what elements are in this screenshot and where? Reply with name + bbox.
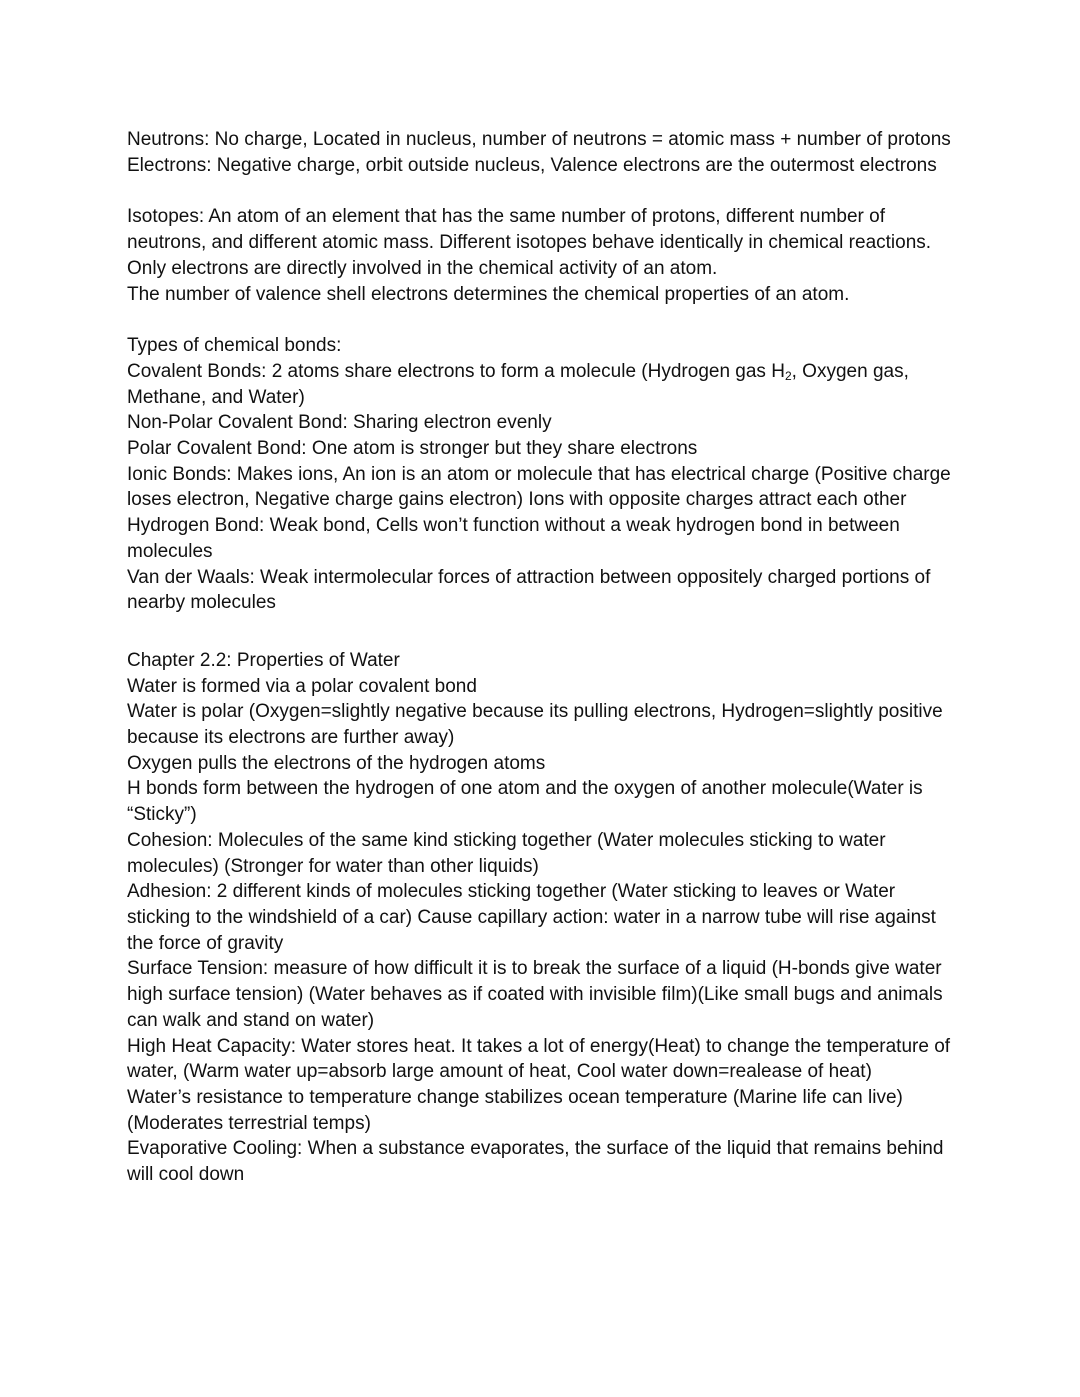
- electrons-paragraph: Electrons: Negative charge, orbit outside nucleus, Valence electrons are the outermost electrons: [127, 154, 937, 176]
- valence-paragraph: The number of valence shell electrons determines the chemical properties of an atom.: [127, 283, 850, 305]
- covalent-text-end: , Oxygen gas, Methane, and Water): [127, 360, 909, 408]
- hydrogen-bond-paragraph: Hydrogen Bond: Weak bond, Cells won’t function without a weak hydrogen bond in between molecules: [127, 515, 900, 562]
- bonds-title: Types of chemical bonds:: [127, 335, 342, 357]
- heat-capacity-paragraph: High Heat Capacity: Water stores heat. It takes a lot of energy(Heat) to change the temperature of water, (Warm water up=absorb large amount of heat, Cool water down=realease of heat): [127, 1035, 951, 1083]
- spacer: [127, 178, 957, 204]
- spacer: [127, 307, 957, 333]
- h-bonds-paragraph: H bonds form between the hydrogen of one atom and the oxygen of another molecule(Water is “Sticky”): [127, 778, 923, 826]
- document-page: [127, 127, 957, 1188]
- covalent-text-start: Covalent Bonds: 2 atoms share electrons to form a molecule (Hydrogen gas H: [127, 360, 785, 382]
- temperature-resistance-paragraph: Water’s resistance to temperature change stabilizes ocean temperature (Marine life can live) (Moderates terrestrial temps): [127, 1086, 903, 1134]
- water-section: [127, 648, 957, 1188]
- van-der-waals-paragraph: Van der Waals: Weak intermolecular forces of attraction between oppositely charged portions of nearby molecules: [127, 566, 931, 614]
- adhesion-paragraph: Adhesion: 2 different kinds of molecules sticking together (Water sticking to leaves or Water sticking to the windshield of a car) Cause capillary action: water in a narrow tube will rise against the force of gravity: [127, 881, 936, 954]
- isotopes-section: [127, 204, 957, 307]
- spacer: [127, 616, 957, 648]
- isotopes-paragraph: Isotopes: An atom of an element that has the same number of protons, different number of neutrons, and different atomic mass. Different isotopes behave identically in chemical reactions.: [127, 206, 932, 254]
- surface-tension-paragraph: Surface Tension: measure of how difficult it is to break the surface of a liquid (H-bonds give water high surface tension) (Water behaves as if coated with invisible film)(Like small bugs and animals can walk and stand on water): [127, 958, 943, 1031]
- evaporative-cooling-paragraph: Evaporative Cooling: When a substance evaporates, the surface of the liquid that remains behind will cool down: [127, 1138, 944, 1186]
- water-polar-paragraph: Water is polar (Oxygen=slightly negative because its pulling electrons, Hydrogen=slightly positive because its electrons are further away): [127, 701, 943, 749]
- neutrons-paragraph: Neutrons: No charge, Located in nucleus, number of neutrons = atomic mass + number of protons: [127, 129, 951, 150]
- ionic-bonds-paragraph: Ionic Bonds: Makes ions, An ion is an atom or molecule that has electrical charge (Positive charge loses electron, Negative charge gains electron) Ions with opposite charges attract each other: [127, 463, 951, 511]
- oxygen-pulls-paragraph: Oxygen pulls the electrons of the hydrogen atoms: [127, 752, 546, 774]
- atoms-section: [127, 127, 957, 178]
- nonpolar-bond-paragraph: Non-Polar Covalent Bond: Sharing electron evenly: [127, 412, 552, 434]
- covalent-bonds-paragraph: [127, 359, 957, 410]
- chapter-heading: Chapter 2.2: Properties of Water: [127, 649, 400, 671]
- polar-bond-paragraph: Polar Covalent Bond: One atom is stronger but they share electrons: [127, 438, 698, 460]
- cohesion-paragraph: Cohesion: Molecules of the same kind sticking together (Water molecules sticking to water molecules) (Stronger for water than other liquids): [127, 829, 886, 877]
- water-formed-paragraph: Water is formed via a polar covalent bond: [127, 675, 477, 697]
- subscript-two: 2: [784, 368, 792, 383]
- bonds-section: [127, 333, 957, 616]
- electrons-activity-paragraph: Only electrons are directly involved in the chemical activity of an atom.: [127, 257, 718, 279]
